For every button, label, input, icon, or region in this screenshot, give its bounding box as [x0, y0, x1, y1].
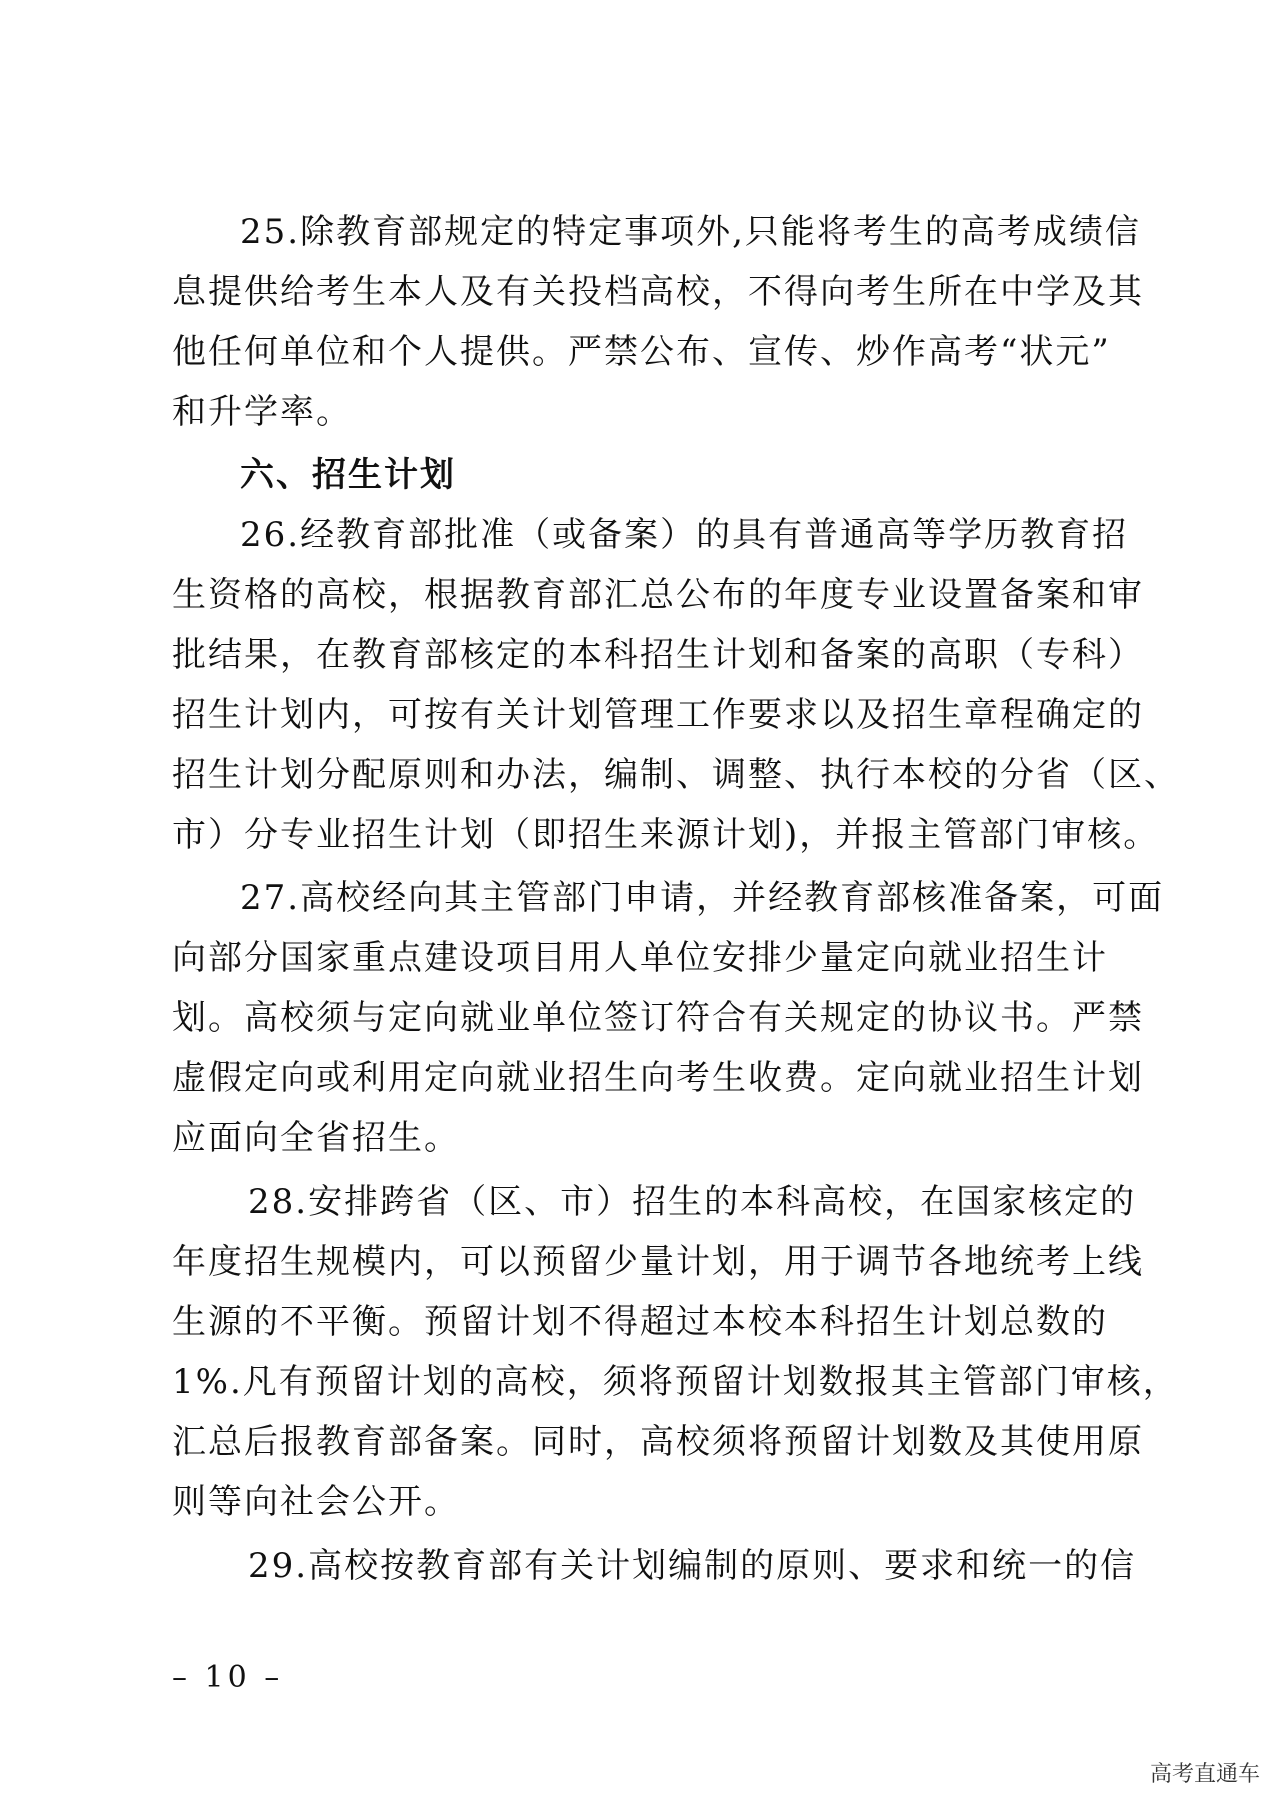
paragraph-26-line-1: 26.经教育部批准（或备案）的具有普通高等学历教育招 — [240, 515, 1129, 555]
paragraph-26-line-6: 市）分专业招生计划（即招生来源计划)，并报主管部门审核。 — [172, 815, 1160, 855]
paragraph-26-line-4: 招生计划内，可按有关计划管理工作要求以及招生章程确定的 — [172, 695, 1144, 735]
section-heading: 六、招生计划 — [240, 455, 456, 495]
paragraph-26-line-3: 批结果，在教育部核定的本科招生计划和备案的高职（专科） — [172, 635, 1144, 675]
paragraph-25-line-3: 他任何单位和个人提供。严禁公布、宣传、炒作高考“状元” — [172, 332, 1111, 372]
paragraph-27-line-3: 划。高校须与定向就业单位签订符合有关规定的协议书。严禁 — [172, 998, 1144, 1038]
watermark: 高考直通车 — [1149, 1762, 1260, 1787]
paragraph-26-line-2: 生资格的高校，根据教育部汇总公布的年度专业设置备案和审 — [172, 575, 1144, 615]
paragraph-27-line-5: 应面向全省招生。 — [172, 1118, 460, 1158]
paragraph-28-line-3: 生源的不平衡。预留计划不得超过本校本科招生计划总数的 — [172, 1302, 1108, 1342]
paragraph-28-line-1: 28.安排跨省（区、市）招生的本科高校，在国家核定的 — [248, 1182, 1137, 1222]
paragraph-28-line-6: 则等向社会公开。 — [172, 1482, 460, 1522]
paragraph-25-line-1: 25.除教育部规定的特定事项外,只能将考生的高考成绩信 — [240, 212, 1141, 252]
paragraph-28-line-5: 汇总后报教育部备案。同时，高校须将预留计划数及其使用原 — [172, 1422, 1144, 1462]
paragraph-26-line-5: 招生计划分配原则和办法，编制、调整、执行本校的分省（区、 — [172, 755, 1180, 795]
paragraph-29-line-1: 29.高校按教育部有关计划编制的原则、要求和统一的信 — [248, 1546, 1137, 1586]
paragraph-28-line-2: 年度招生规模内，可以预留少量计划，用于调节各地统考上线 — [172, 1242, 1144, 1282]
page-number: – 10 – — [172, 1660, 284, 1695]
paragraph-27-line-2: 向部分国家重点建设项目用人单位安排少量定向就业招生计 — [172, 938, 1108, 978]
paragraph-28-line-4: 1%.凡有预留计划的高校，须将预留计划数报其主管部门审核， — [172, 1362, 1179, 1402]
paragraph-25-line-4: 和升学率。 — [172, 392, 352, 432]
paragraph-27-line-4: 虚假定向或利用定向就业招生向考生收费。定向就业招生计划 — [172, 1058, 1144, 1098]
paragraph-25-line-2: 息提供给考生本人及有关投档高校，不得向考生所在中学及其 — [172, 272, 1144, 312]
paragraph-27-line-1: 27.高校经向其主管部门申请，并经教育部核准备案，可面 — [240, 878, 1165, 918]
